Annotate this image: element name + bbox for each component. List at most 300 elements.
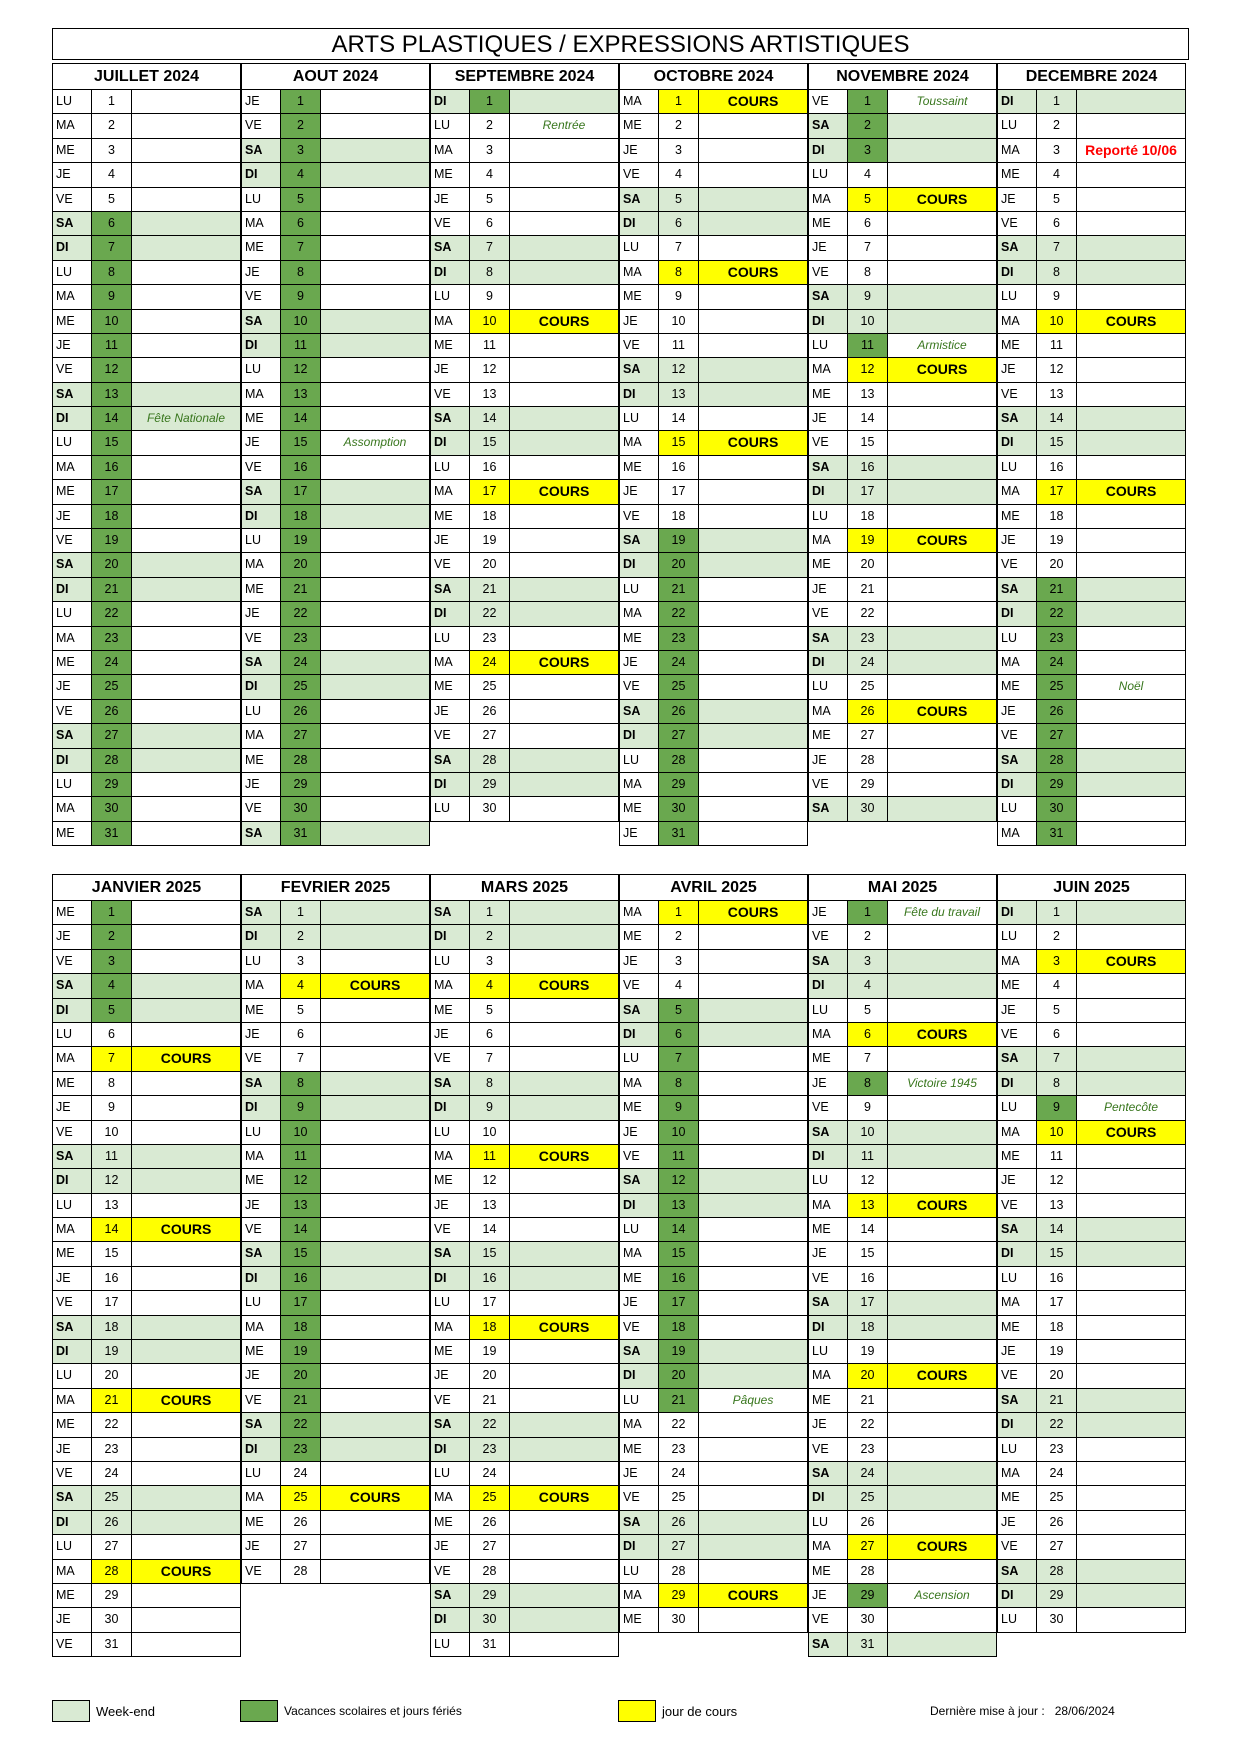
- day-row: [997, 553, 1186, 577]
- event-cell: [699, 627, 808, 651]
- day-row: [997, 1121, 1186, 1145]
- weekday-cell: JE: [808, 407, 848, 431]
- event-cell: [888, 1511, 997, 1535]
- day-row: [619, 1486, 808, 1510]
- date-cell: 22: [281, 1413, 321, 1437]
- weekday-cell: VE: [52, 529, 92, 553]
- day-row: [241, 1316, 430, 1340]
- update-date: 28/06/2024: [1054, 1704, 1115, 1718]
- day-row: [997, 1072, 1186, 1096]
- weekday-cell: ME: [241, 999, 281, 1023]
- day-row: [52, 578, 241, 602]
- weekday-cell: JE: [52, 925, 92, 949]
- day-row: [808, 236, 997, 260]
- weekday-cell: MA: [52, 1218, 92, 1242]
- date-cell: 9: [659, 285, 699, 309]
- event-cell: [699, 1340, 808, 1364]
- date-cell: 30: [659, 1608, 699, 1632]
- date-cell: 19: [848, 529, 888, 553]
- date-cell: 13: [470, 383, 510, 407]
- day-row: [430, 749, 619, 773]
- day-row: [430, 1072, 619, 1096]
- weekday-cell: MA: [619, 90, 659, 114]
- cours-swatch: [618, 1700, 656, 1722]
- event-cell: [132, 1169, 241, 1193]
- weekday-cell: ME: [52, 651, 92, 675]
- weekday-cell: DI: [241, 925, 281, 949]
- date-cell: 29: [92, 773, 132, 797]
- weekday-cell: LU: [52, 431, 92, 455]
- date-cell: 15: [281, 431, 321, 455]
- day-row: [52, 1364, 241, 1388]
- event-cell: [321, 925, 430, 949]
- date-cell: 29: [281, 773, 321, 797]
- event-cell: Reporté 10/06: [1077, 139, 1186, 163]
- weekday-cell: JE: [241, 431, 281, 455]
- date-cell: 13: [848, 1194, 888, 1218]
- weekday-cell: JE: [52, 1096, 92, 1120]
- event-cell: [321, 901, 430, 925]
- date-cell: 4: [1037, 974, 1077, 998]
- date-cell: 5: [1037, 188, 1077, 212]
- day-row: [52, 1218, 241, 1242]
- date-cell: 5: [848, 188, 888, 212]
- day-row: [808, 383, 997, 407]
- weekday-cell: ME: [619, 1096, 659, 1120]
- day-row: [997, 1316, 1186, 1340]
- date-cell: 6: [1037, 1023, 1077, 1047]
- date-cell: 24: [1037, 651, 1077, 675]
- day-row: [619, 114, 808, 138]
- weekday-cell: MA: [430, 1316, 470, 1340]
- event-cell: [699, 358, 808, 382]
- date-cell: 3: [1037, 950, 1077, 974]
- event-cell: [699, 1535, 808, 1559]
- event-cell: [699, 602, 808, 626]
- day-row: [808, 1267, 997, 1291]
- weekday-cell: ME: [619, 627, 659, 651]
- event-cell: COURS: [888, 1364, 997, 1388]
- day-row: [430, 925, 619, 949]
- date-cell: 27: [848, 1535, 888, 1559]
- weekday-cell: DI: [430, 773, 470, 797]
- day-row: [997, 163, 1186, 187]
- date-cell: 10: [1037, 310, 1077, 334]
- day-row: [619, 578, 808, 602]
- event-cell: COURS: [699, 90, 808, 114]
- date-cell: 10: [848, 310, 888, 334]
- day-row: [52, 1486, 241, 1510]
- date-cell: 19: [92, 529, 132, 553]
- weekday-cell: JE: [430, 1194, 470, 1218]
- weekday-cell: JE: [619, 651, 659, 675]
- weekday-cell: VE: [241, 114, 281, 138]
- date-cell: 6: [281, 1023, 321, 1047]
- day-row: [808, 1584, 997, 1608]
- event-cell: [699, 310, 808, 334]
- weekday-cell: VE: [997, 1364, 1037, 1388]
- weekday-cell: DI: [619, 553, 659, 577]
- event-cell: [321, 90, 430, 114]
- date-cell: 16: [470, 456, 510, 480]
- event-cell: COURS: [699, 431, 808, 455]
- month-header: FEVRIER 2025: [241, 874, 430, 901]
- day-row: [430, 358, 619, 382]
- weekday-cell: ME: [430, 1169, 470, 1193]
- date-cell: 5: [281, 188, 321, 212]
- event-cell: [321, 114, 430, 138]
- weekday-cell: ME: [52, 1242, 92, 1266]
- day-row: [997, 1145, 1186, 1169]
- day-row: [619, 724, 808, 748]
- event-cell: [321, 1023, 430, 1047]
- day-row: [241, 1242, 430, 1266]
- weekday-cell: ME: [619, 797, 659, 821]
- day-row: [619, 1121, 808, 1145]
- day-row: [430, 700, 619, 724]
- event-cell: [132, 188, 241, 212]
- date-cell: 6: [92, 1023, 132, 1047]
- weekday-cell: JE: [619, 1462, 659, 1486]
- date-cell: 30: [281, 797, 321, 821]
- event-cell: [699, 651, 808, 675]
- weekday-cell: VE: [430, 553, 470, 577]
- event-cell: [132, 797, 241, 821]
- weekday-cell: VE: [808, 90, 848, 114]
- event-cell: [699, 999, 808, 1023]
- legend-weekend: [52, 1700, 155, 1722]
- weekday-cell: LU: [997, 1096, 1037, 1120]
- weekday-cell: SA: [241, 480, 281, 504]
- weekday-cell: SA: [52, 1316, 92, 1340]
- day-row: [619, 480, 808, 504]
- weekday-cell: DI: [430, 1096, 470, 1120]
- weekday-cell: DI: [619, 383, 659, 407]
- weekday-cell: MA: [619, 1413, 659, 1437]
- day-row: [430, 1389, 619, 1413]
- day-row: [997, 529, 1186, 553]
- weekday-cell: LU: [997, 925, 1037, 949]
- date-cell: 14: [470, 407, 510, 431]
- event-cell: COURS: [510, 1316, 619, 1340]
- weekday-cell: LU: [52, 602, 92, 626]
- event-cell: [888, 1316, 997, 1340]
- event-cell: [1077, 749, 1186, 773]
- event-cell: [1077, 114, 1186, 138]
- weekday-cell: ME: [52, 822, 92, 846]
- weekday-cell: ME: [997, 1486, 1037, 1510]
- weekday-cell: SA: [997, 1560, 1037, 1584]
- day-row: [997, 1023, 1186, 1047]
- day-row: [241, 1169, 430, 1193]
- date-cell: 1: [281, 90, 321, 114]
- day-row: [430, 1194, 619, 1218]
- weekday-cell: JE: [997, 358, 1037, 382]
- day-row: [997, 1608, 1186, 1632]
- date-cell: 24: [659, 1462, 699, 1486]
- date-cell: 10: [281, 310, 321, 334]
- weekday-cell: MA: [241, 553, 281, 577]
- day-row: [241, 797, 430, 821]
- event-cell: [132, 1438, 241, 1462]
- weekday-cell: MA: [808, 1194, 848, 1218]
- day-row: [241, 236, 430, 260]
- date-cell: 15: [659, 1242, 699, 1266]
- date-cell: 29: [92, 1584, 132, 1608]
- month-2: [430, 63, 619, 822]
- day-row: [241, 358, 430, 382]
- day-row: [808, 675, 997, 699]
- event-cell: [510, 334, 619, 358]
- event-cell: [510, 358, 619, 382]
- date-cell: 3: [848, 139, 888, 163]
- date-cell: 12: [659, 358, 699, 382]
- date-cell: 23: [659, 627, 699, 651]
- weekday-cell: ME: [997, 334, 1037, 358]
- weekday-cell: MA: [619, 1584, 659, 1608]
- weekday-cell: VE: [52, 950, 92, 974]
- event-cell: [699, 529, 808, 553]
- weekday-cell: VE: [430, 1218, 470, 1242]
- event-cell: [321, 1535, 430, 1559]
- date-cell: 18: [470, 1316, 510, 1340]
- event-cell: [510, 1511, 619, 1535]
- date-cell: 27: [1037, 1535, 1077, 1559]
- date-cell: 3: [281, 950, 321, 974]
- event-cell: [888, 383, 997, 407]
- day-row: [619, 1047, 808, 1071]
- date-cell: 26: [470, 700, 510, 724]
- event-cell: COURS: [510, 480, 619, 504]
- event-cell: [699, 724, 808, 748]
- day-row: [241, 1194, 430, 1218]
- event-cell: [132, 1291, 241, 1315]
- date-cell: 22: [92, 1413, 132, 1437]
- weekday-cell: VE: [241, 1218, 281, 1242]
- event-cell: [510, 578, 619, 602]
- day-row: [430, 651, 619, 675]
- vacances-swatch: [240, 1700, 278, 1722]
- date-cell: 23: [1037, 627, 1077, 651]
- day-row: [52, 529, 241, 553]
- event-cell: [888, 950, 997, 974]
- date-cell: 3: [659, 139, 699, 163]
- event-cell: [510, 1194, 619, 1218]
- day-row: [808, 1047, 997, 1071]
- weekday-cell: VE: [241, 627, 281, 651]
- date-cell: 6: [281, 212, 321, 236]
- day-row: [808, 407, 997, 431]
- day-row: [619, 1316, 808, 1340]
- event-cell: [510, 773, 619, 797]
- event-cell: [132, 1486, 241, 1510]
- event-cell: [1077, 627, 1186, 651]
- event-cell: COURS: [888, 188, 997, 212]
- date-cell: 13: [281, 1194, 321, 1218]
- day-row: [430, 1535, 619, 1559]
- event-cell: COURS: [1077, 480, 1186, 504]
- weekday-cell: MA: [619, 901, 659, 925]
- date-cell: 4: [659, 974, 699, 998]
- event-cell: Pentecôte: [1077, 1096, 1186, 1120]
- date-cell: 29: [1037, 773, 1077, 797]
- day-row: [997, 285, 1186, 309]
- day-row: [619, 822, 808, 846]
- event-cell: [699, 1316, 808, 1340]
- weekday-cell: JE: [808, 1242, 848, 1266]
- weekday-cell: SA: [808, 797, 848, 821]
- day-row: [430, 1316, 619, 1340]
- day-row: [808, 139, 997, 163]
- day-row: [241, 1462, 430, 1486]
- weekday-cell: MA: [997, 310, 1037, 334]
- legend-vacances-label: Vacances scolaires et jours fériés: [284, 1704, 462, 1718]
- date-cell: 19: [92, 1340, 132, 1364]
- weekday-cell: ME: [619, 456, 659, 480]
- event-cell: [699, 700, 808, 724]
- event-cell: [132, 529, 241, 553]
- date-cell: 25: [281, 1486, 321, 1510]
- day-row: [241, 114, 430, 138]
- date-cell: 20: [659, 1364, 699, 1388]
- weekday-cell: MA: [619, 261, 659, 285]
- day-row: [619, 999, 808, 1023]
- event-cell: [888, 1242, 997, 1266]
- day-row: [619, 407, 808, 431]
- event-cell: [888, 1608, 997, 1632]
- weekday-cell: ME: [430, 675, 470, 699]
- event-cell: [1077, 901, 1186, 925]
- event-cell: [321, 602, 430, 626]
- weekday-cell: SA: [241, 1072, 281, 1096]
- date-cell: 5: [470, 999, 510, 1023]
- day-row: [619, 1389, 808, 1413]
- date-cell: 30: [848, 797, 888, 821]
- day-row: [52, 480, 241, 504]
- weekday-cell: DI: [52, 1511, 92, 1535]
- event-cell: [132, 901, 241, 925]
- date-cell: 25: [281, 675, 321, 699]
- day-row: [619, 1072, 808, 1096]
- event-cell: COURS: [888, 1535, 997, 1559]
- weekday-cell: LU: [808, 1169, 848, 1193]
- event-cell: [321, 1291, 430, 1315]
- date-cell: 17: [848, 480, 888, 504]
- date-cell: 21: [470, 1389, 510, 1413]
- day-row: [808, 1560, 997, 1584]
- day-row: [619, 675, 808, 699]
- weekday-cell: DI: [997, 1072, 1037, 1096]
- weekday-cell: MA: [430, 974, 470, 998]
- month-8: [430, 874, 619, 1657]
- date-cell: 5: [92, 188, 132, 212]
- day-row: [52, 1413, 241, 1437]
- weekday-cell: MA: [997, 822, 1037, 846]
- event-cell: [888, 1389, 997, 1413]
- event-cell: [132, 310, 241, 334]
- date-cell: 28: [281, 1560, 321, 1584]
- date-cell: 14: [281, 1218, 321, 1242]
- date-cell: 20: [848, 553, 888, 577]
- event-cell: [699, 1291, 808, 1315]
- event-cell: [699, 1413, 808, 1437]
- event-cell: Assomption: [321, 431, 430, 455]
- day-row: [619, 1023, 808, 1047]
- day-row: [808, 1291, 997, 1315]
- day-row: [52, 901, 241, 925]
- weekday-cell: ME: [997, 1316, 1037, 1340]
- month-header: AVRIL 2025: [619, 874, 808, 901]
- date-cell: 6: [659, 212, 699, 236]
- date-cell: 12: [470, 358, 510, 382]
- date-cell: 24: [848, 651, 888, 675]
- event-cell: [321, 310, 430, 334]
- event-cell: [888, 505, 997, 529]
- day-row: [619, 797, 808, 821]
- last-update: [930, 1700, 1115, 1722]
- event-cell: [510, 1438, 619, 1462]
- day-row: [241, 1511, 430, 1535]
- day-row: [430, 1047, 619, 1071]
- event-cell: [888, 310, 997, 334]
- event-cell: COURS: [1077, 310, 1186, 334]
- weekday-cell: VE: [997, 724, 1037, 748]
- day-row: [997, 1511, 1186, 1535]
- event-cell: [132, 383, 241, 407]
- event-cell: [321, 480, 430, 504]
- weekday-cell: VE: [52, 1462, 92, 1486]
- month-header: JUILLET 2024: [52, 63, 241, 90]
- weekday-cell: VE: [997, 553, 1037, 577]
- date-cell: 19: [659, 1340, 699, 1364]
- day-row: [241, 822, 430, 846]
- event-cell: [1077, 407, 1186, 431]
- weekday-cell: VE: [808, 261, 848, 285]
- weekday-cell: SA: [619, 1511, 659, 1535]
- day-row: [619, 974, 808, 998]
- date-cell: 9: [92, 1096, 132, 1120]
- day-row: [619, 285, 808, 309]
- weekday-cell: SA: [52, 212, 92, 236]
- event-cell: [510, 212, 619, 236]
- event-cell: [132, 627, 241, 651]
- event-cell: [699, 114, 808, 138]
- day-row: [430, 1511, 619, 1535]
- weekday-cell: ME: [808, 1047, 848, 1071]
- weekday-cell: JE: [808, 1072, 848, 1096]
- event-cell: [321, 358, 430, 382]
- event-cell: [321, 950, 430, 974]
- weekday-cell: SA: [430, 1242, 470, 1266]
- date-cell: 16: [281, 456, 321, 480]
- date-cell: 17: [92, 1291, 132, 1315]
- month-header: NOVEMBRE 2024: [808, 63, 997, 90]
- event-cell: [510, 1242, 619, 1266]
- weekday-cell: ME: [808, 383, 848, 407]
- event-cell: COURS: [510, 1145, 619, 1169]
- weekday-cell: SA: [52, 553, 92, 577]
- weekday-cell: MA: [241, 383, 281, 407]
- date-cell: 22: [848, 602, 888, 626]
- weekday-cell: MA: [52, 1389, 92, 1413]
- date-cell: 18: [470, 505, 510, 529]
- event-cell: [1077, 1389, 1186, 1413]
- day-row: [808, 999, 997, 1023]
- date-cell: 29: [470, 773, 510, 797]
- day-row: [808, 529, 997, 553]
- date-cell: 30: [659, 797, 699, 821]
- date-cell: 29: [659, 1584, 699, 1608]
